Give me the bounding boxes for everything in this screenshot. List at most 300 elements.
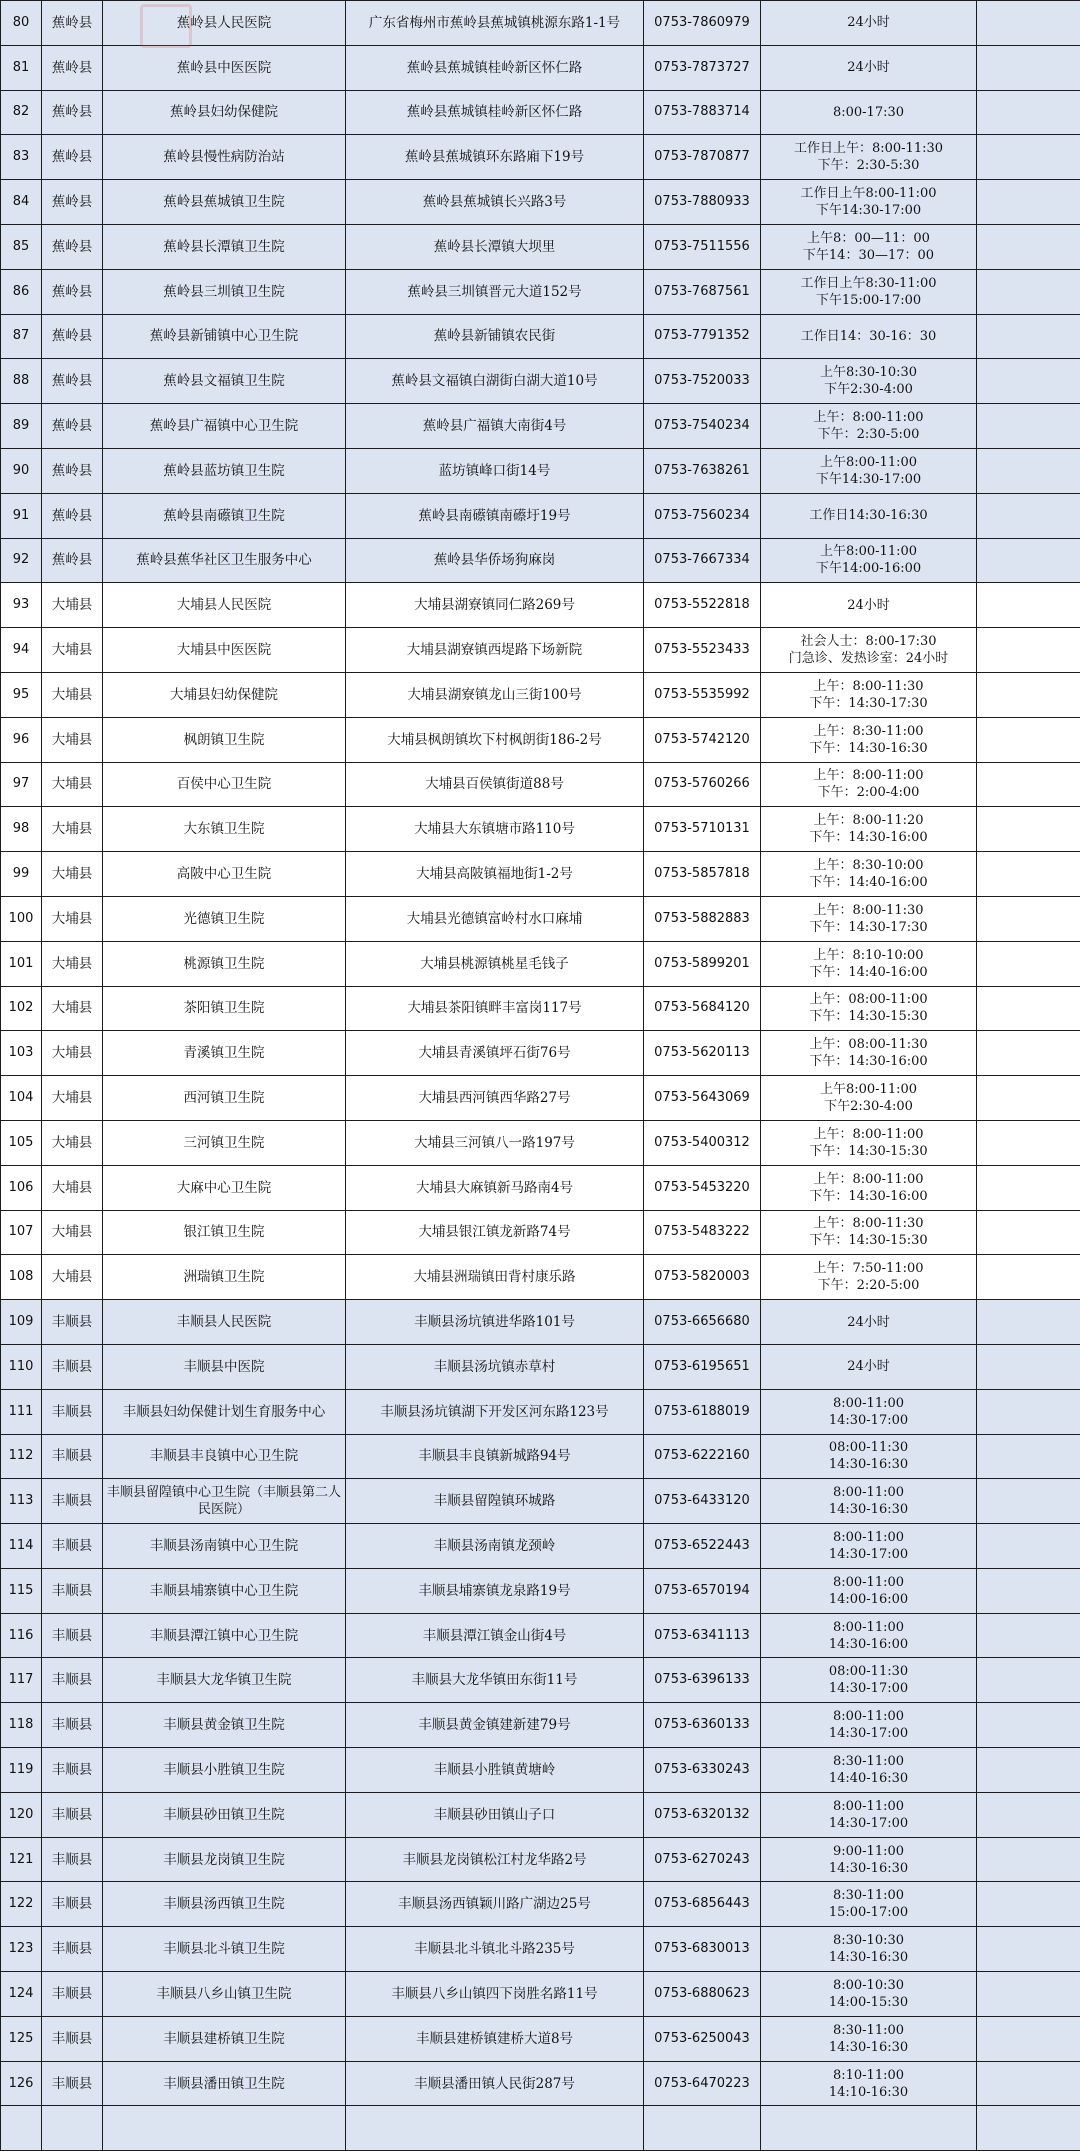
address-cell: 大埔县高陂镇福地街1-2号: [346, 852, 644, 897]
table-row: [1, 1613, 1080, 1658]
phone-cell: 0753-7880933: [644, 180, 761, 225]
county-cell: 蕉岭县: [42, 269, 103, 314]
hospital-name-cell: 丰顺县砂田镇卫生院: [103, 1792, 346, 1837]
empty-cell: [977, 583, 1080, 628]
table-row: [1, 628, 1080, 673]
hospital-name-cell: 丰顺县丰良镇中心卫生院: [103, 1434, 346, 1479]
hours-cell: 上午：8:00-11:30 下午：14:30-17:30: [761, 896, 977, 941]
empty-cell: [977, 1389, 1080, 1434]
address-cell: 蕉岭县蕉城镇长兴路3号: [346, 180, 644, 225]
hours-cell: 24小时: [761, 583, 977, 628]
hours-cell: 上午8：00—11：00 下午14：30—17：00: [761, 224, 977, 269]
row-number: 111: [1, 1389, 42, 1434]
address-cell: 大埔县茶阳镇畔丰富岗117号: [346, 986, 644, 1031]
address-cell: 大埔县枫朗镇坎下村枫朗街186-2号: [346, 717, 644, 762]
row-number: 125: [1, 2016, 42, 2061]
empty-cell: [977, 672, 1080, 717]
table-row: [1, 404, 1080, 449]
row-number: 103: [1, 1031, 42, 1076]
row-number: 112: [1, 1434, 42, 1479]
county-cell: 大埔县: [42, 986, 103, 1031]
address-cell: 大埔县百侯镇街道88号: [346, 762, 644, 807]
row-number: 122: [1, 1882, 42, 1927]
address-cell: 蕉岭县文福镇白湖街白湖大道10号: [346, 359, 644, 404]
county-cell: 丰顺县: [42, 1792, 103, 1837]
address-cell: 蕉岭县三圳镇晋元大道152号: [346, 269, 644, 314]
address-cell: 蕉岭县长潭镇大坝里: [346, 224, 644, 269]
row-number: 99: [1, 852, 42, 897]
table-row: [1, 852, 1080, 897]
hours-cell: 工作日14：30-16：30: [761, 314, 977, 359]
table-row: [1, 538, 1080, 583]
hours-cell: 上午：8:00-11:30 下午：14:30-17:30: [761, 672, 977, 717]
address-cell: 丰顺县汤坑镇湖下开发区河东路123号: [346, 1389, 644, 1434]
phone-cell: 0753-6222160: [644, 1434, 761, 1479]
address-cell: 大埔县银江镇龙新路74号: [346, 1210, 644, 1255]
empty-cell: [977, 986, 1080, 1031]
address-cell: 丰顺县汤西镇颖川路广湖边25号: [346, 1882, 644, 1927]
row-number: [1, 2106, 42, 2151]
phone-cell: 0753-7667334: [644, 538, 761, 583]
empty-cell: [977, 1344, 1080, 1389]
phone-cell: 0753-6880623: [644, 1972, 761, 2017]
address-cell: 丰顺县留隍镇环城路: [346, 1479, 644, 1524]
phone-cell: 0753-6433120: [644, 1479, 761, 1524]
empty-cell: [977, 404, 1080, 449]
empty-cell: [977, 90, 1080, 135]
hospital-name-cell: 丰顺县建桥镇卫生院: [103, 2016, 346, 2061]
hospital-name-cell: 枫朗镇卫生院: [103, 717, 346, 762]
hospital-name-cell: 大埔县中医医院: [103, 628, 346, 673]
empty-cell: [977, 1524, 1080, 1569]
hospital-name-cell: 茶阳镇卫生院: [103, 986, 346, 1031]
phone-cell: 0753-6330243: [644, 1748, 761, 1793]
empty-cell: [977, 45, 1080, 90]
row-number: 90: [1, 448, 42, 493]
address-cell: 大埔县大麻镇新马路南4号: [346, 1165, 644, 1210]
address-cell: 丰顺县龙岗镇松江村龙华路2号: [346, 1837, 644, 1882]
hospital-name-cell: 蕉岭县蕉城镇卫生院: [103, 180, 346, 225]
hospital-name-cell: 蕉岭县文福镇卫生院: [103, 359, 346, 404]
hospital-name-cell: 银江镇卫生院: [103, 1210, 346, 1255]
county-cell: 丰顺县: [42, 1613, 103, 1658]
row-number: 124: [1, 1972, 42, 2017]
row-number: 92: [1, 538, 42, 583]
hospital-name-cell: [103, 2106, 346, 2151]
hospital-name-cell: 大埔县人民医院: [103, 583, 346, 628]
hospital-name-cell: 大埔县妇幼保健院: [103, 672, 346, 717]
hospital-name-cell: 青溪镇卫生院: [103, 1031, 346, 1076]
phone-cell: 0753-7873727: [644, 45, 761, 90]
table-row: [1, 1837, 1080, 1882]
hospital-name-cell: 蕉岭县南礤镇卫生院: [103, 493, 346, 538]
county-cell: 丰顺县: [42, 1389, 103, 1434]
phone-cell: 0753-7860979: [644, 1, 761, 46]
table-row: [1, 762, 1080, 807]
table-row: [1, 1076, 1080, 1121]
hospital-name-cell: 蕉岭县中医医院: [103, 45, 346, 90]
empty-cell: [977, 1658, 1080, 1703]
table-row: [1, 1658, 1080, 1703]
county-cell: 丰顺县: [42, 2061, 103, 2106]
empty-cell: [977, 1031, 1080, 1076]
phone-cell: 0753-7520033: [644, 359, 761, 404]
empty-cell: [977, 1120, 1080, 1165]
phone-cell: 0753-6360133: [644, 1703, 761, 1748]
row-number: 95: [1, 672, 42, 717]
hours-cell: 24小时: [761, 1344, 977, 1389]
address-cell: 大埔县桃源镇桃星毛钱子: [346, 941, 644, 986]
hours-cell: 上午：8:00-11:20 下午：14:30-16:00: [761, 807, 977, 852]
phone-cell: 0753-6320132: [644, 1792, 761, 1837]
row-number: 84: [1, 180, 42, 225]
county-cell: 丰顺县: [42, 1434, 103, 1479]
empty-cell: [977, 717, 1080, 762]
table-row: [1, 1568, 1080, 1613]
county-cell: 大埔县: [42, 672, 103, 717]
row-number: 82: [1, 90, 42, 135]
county-cell: 丰顺县: [42, 1658, 103, 1703]
county-cell: 蕉岭县: [42, 359, 103, 404]
phone-cell: 0753-7687561: [644, 269, 761, 314]
table-row: [1, 1255, 1080, 1300]
county-cell: 大埔县: [42, 1210, 103, 1255]
hospital-name-cell: 丰顺县小胜镇卫生院: [103, 1748, 346, 1793]
row-number: 91: [1, 493, 42, 538]
table-row: [1, 359, 1080, 404]
hospital-name-cell: 百侯中心卫生院: [103, 762, 346, 807]
county-cell: 丰顺县: [42, 1479, 103, 1524]
hours-cell: 8:00-11:00 14:30-17:00: [761, 1389, 977, 1434]
county-cell: 蕉岭县: [42, 314, 103, 359]
phone-cell: 0753-7511556: [644, 224, 761, 269]
county-cell: 大埔县: [42, 762, 103, 807]
county-cell: 丰顺县: [42, 1703, 103, 1748]
phone-cell: 0753-5523433: [644, 628, 761, 673]
county-cell: 大埔县: [42, 1076, 103, 1121]
row-number: 120: [1, 1792, 42, 1837]
table-row: [1, 314, 1080, 359]
county-cell: 丰顺县: [42, 1748, 103, 1793]
empty-cell: [977, 180, 1080, 225]
table-row: [1, 269, 1080, 314]
hospital-name-cell: 丰顺县大龙华镇卫生院: [103, 1658, 346, 1703]
table-row: [1, 717, 1080, 762]
address-cell: 丰顺县砂田镇山子口: [346, 1792, 644, 1837]
table-row: [1, 1748, 1080, 1793]
row-number: 85: [1, 224, 42, 269]
county-cell: 蕉岭县: [42, 90, 103, 135]
empty-cell: [977, 1479, 1080, 1524]
table-row: [1, 1434, 1080, 1479]
row-number: 109: [1, 1300, 42, 1345]
empty-cell: [977, 1076, 1080, 1121]
phone-cell: 0753-5710131: [644, 807, 761, 852]
row-number: 96: [1, 717, 42, 762]
table-row: [1, 1165, 1080, 1210]
table-row: [1, 1210, 1080, 1255]
hospital-name-cell: 丰顺县八乡山镇卫生院: [103, 1972, 346, 2017]
address-cell: 丰顺县小胜镇黄塘岭: [346, 1748, 644, 1793]
table-row: [1, 1703, 1080, 1748]
hours-cell: 上午：8:00-11:00 下午：14:30-16:00: [761, 1165, 977, 1210]
phone-cell: 0753-6830013: [644, 1927, 761, 1972]
empty-cell: [977, 538, 1080, 583]
phone-cell: 0753-6341113: [644, 1613, 761, 1658]
county-cell: 丰顺县: [42, 1927, 103, 1972]
county-cell: 蕉岭县: [42, 538, 103, 583]
phone-cell: 0753-7560234: [644, 493, 761, 538]
empty-cell: [977, 762, 1080, 807]
empty-cell: [977, 2061, 1080, 2106]
address-cell: 大埔县青溪镇坪石街76号: [346, 1031, 644, 1076]
county-cell: 大埔县: [42, 717, 103, 762]
row-number: 117: [1, 1658, 42, 1703]
empty-cell: [977, 852, 1080, 897]
phone-cell: 0753-5522818: [644, 583, 761, 628]
hospital-name-cell: 蕉岭县慢性病防治站: [103, 135, 346, 180]
county-cell: 蕉岭县: [42, 180, 103, 225]
county-cell: 大埔县: [42, 896, 103, 941]
county-cell: 大埔县: [42, 583, 103, 628]
empty-cell: [977, 135, 1080, 180]
county-cell: 蕉岭县: [42, 224, 103, 269]
row-number: 121: [1, 1837, 42, 1882]
address-cell: 蕉岭县蕉城镇桂岭新区怀仁路: [346, 90, 644, 135]
empty-cell: [977, 1972, 1080, 2017]
hours-cell: 8:00-11:00 14:30-17:00: [761, 1792, 977, 1837]
hours-cell: 上午：8:00-11:30 下午：14:30-15:30: [761, 1210, 977, 1255]
address-cell: 丰顺县丰良镇新城路94号: [346, 1434, 644, 1479]
hours-cell: 社会人士：8:00-17:30 门急诊、发热诊室：24小时: [761, 628, 977, 673]
address-cell: 蕉岭县华侨场狗麻岗: [346, 538, 644, 583]
row-number: 102: [1, 986, 42, 1031]
hours-cell: 工作日上午8:30-11:00 下午15:00-17:00: [761, 269, 977, 314]
address-cell: [346, 2106, 644, 2151]
county-cell: 丰顺县: [42, 1972, 103, 2017]
county-cell: 大埔县: [42, 852, 103, 897]
table-row: [1, 1792, 1080, 1837]
empty-cell: [977, 1613, 1080, 1658]
address-cell: 丰顺县建桥镇建桥大道8号: [346, 2016, 644, 2061]
hours-cell: 上午8:00-11:00 下午2:30-4:00: [761, 1076, 977, 1121]
table-row: [1, 1972, 1080, 2017]
empty-cell: [977, 896, 1080, 941]
county-cell: 蕉岭县: [42, 45, 103, 90]
table-row: [1, 180, 1080, 225]
address-cell: 丰顺县北斗镇北斗路235号: [346, 1927, 644, 1972]
hours-cell: 上午：08:00-11:00 下午：14:30-15:30: [761, 986, 977, 1031]
phone-cell: 0753-6470223: [644, 2061, 761, 2106]
phone-cell: 0753-5535992: [644, 672, 761, 717]
empty-cell: [977, 314, 1080, 359]
hours-cell: 8:00-11:00 14:30-16:00: [761, 1613, 977, 1658]
phone-cell: 0753-5882883: [644, 896, 761, 941]
table-row: [1, 672, 1080, 717]
county-cell: 丰顺县: [42, 1882, 103, 1927]
phone-cell: 0753-5760266: [644, 762, 761, 807]
hospital-name-cell: 蕉岭县广福镇中心卫生院: [103, 404, 346, 449]
county-cell: 大埔县: [42, 807, 103, 852]
hours-cell: 上午8:30-10:30 下午2:30-4:00: [761, 359, 977, 404]
hours-cell: 24小时: [761, 1300, 977, 1345]
hospital-name-cell: 丰顺县人民医院: [103, 1300, 346, 1345]
row-number: 97: [1, 762, 42, 807]
county-cell: 大埔县: [42, 1165, 103, 1210]
row-number: 104: [1, 1076, 42, 1121]
row-number: 94: [1, 628, 42, 673]
row-number: 114: [1, 1524, 42, 1569]
hospital-name-cell: 三河镇卫生院: [103, 1120, 346, 1165]
row-number: 119: [1, 1748, 42, 1793]
empty-cell: [977, 2016, 1080, 2061]
address-cell: 丰顺县汤坑镇进华路101号: [346, 1300, 644, 1345]
address-cell: 丰顺县黄金镇建新建79号: [346, 1703, 644, 1748]
row-number: 106: [1, 1165, 42, 1210]
hours-cell: 上午：8:30-11:00 下午：14:30-16:30: [761, 717, 977, 762]
address-cell: 丰顺县埔寨镇龙泉路19号: [346, 1568, 644, 1613]
county-cell: 丰顺县: [42, 1344, 103, 1389]
empty-cell: [977, 2106, 1080, 2151]
empty-cell: [977, 1792, 1080, 1837]
row-number: 110: [1, 1344, 42, 1389]
address-cell: 丰顺县汤南镇龙颈岭: [346, 1524, 644, 1569]
empty-cell: [977, 1882, 1080, 1927]
hospital-name-cell: 蕉岭县人民医院: [103, 1, 346, 46]
empty-cell: [977, 1255, 1080, 1300]
empty-cell: [977, 941, 1080, 986]
county-cell: 蕉岭县: [42, 404, 103, 449]
row-number: 123: [1, 1927, 42, 1972]
phone-cell: 0753-6522443: [644, 1524, 761, 1569]
address-cell: 广东省梅州市蕉岭县蕉城镇桃源东路1-1号: [346, 1, 644, 46]
address-cell: 大埔县湖寮镇龙山三街100号: [346, 672, 644, 717]
phone-cell: 0753-6656680: [644, 1300, 761, 1345]
county-cell: 丰顺县: [42, 1568, 103, 1613]
empty-cell: [977, 1434, 1080, 1479]
hospital-name-cell: 蕉岭县长潭镇卫生院: [103, 224, 346, 269]
phone-cell: [644, 2106, 761, 2151]
address-cell: 大埔县洲瑞镇田背村康乐路: [346, 1255, 644, 1300]
county-cell: 蕉岭县: [42, 448, 103, 493]
table-row: [1, 1, 1080, 46]
empty-cell: [977, 493, 1080, 538]
phone-cell: 0753-5400312: [644, 1120, 761, 1165]
phone-cell: 0753-5483222: [644, 1210, 761, 1255]
hours-cell: 上午：08:00-11:30 下午：14:30-16:00: [761, 1031, 977, 1076]
row-number: 115: [1, 1568, 42, 1613]
hospital-name-cell: 大麻中心卫生院: [103, 1165, 346, 1210]
phone-cell: 0753-6396133: [644, 1658, 761, 1703]
row-number: 118: [1, 1703, 42, 1748]
hospital-name-cell: 丰顺县留隍镇中心卫生院（丰顺县第二人民医院）: [103, 1479, 346, 1524]
row-number: 88: [1, 359, 42, 404]
empty-cell: [977, 807, 1080, 852]
address-cell: 蕉岭县南礤镇南礤圩19号: [346, 493, 644, 538]
table-row: [1, 45, 1080, 90]
table-row: [1, 1120, 1080, 1165]
empty-cell: [977, 448, 1080, 493]
hours-cell: 8:30-11:00 14:30-16:30: [761, 2016, 977, 2061]
empty-cell: [977, 1837, 1080, 1882]
hours-cell: 8:00-11:00 14:30-17:00: [761, 1524, 977, 1569]
phone-cell: 0753-7883714: [644, 90, 761, 135]
hospital-name-cell: 丰顺县北斗镇卫生院: [103, 1927, 346, 1972]
table-row: [1, 1927, 1080, 1972]
empty-cell: [977, 1210, 1080, 1255]
table-row: [1, 986, 1080, 1031]
hospital-name-cell: 丰顺县潭江镇中心卫生院: [103, 1613, 346, 1658]
table-row: [1, 1344, 1080, 1389]
hours-cell: 上午：8:00-11:00 下午：2:30-5:00: [761, 404, 977, 449]
row-number: 80: [1, 1, 42, 46]
empty-cell: [977, 1300, 1080, 1345]
hours-cell: 8:30-11:00 14:40-16:30: [761, 1748, 977, 1793]
hospital-name-cell: 蕉岭县蕉华社区卫生服务中心: [103, 538, 346, 583]
hospital-name-cell: 丰顺县妇幼保健计划生育服务中心: [103, 1389, 346, 1434]
phone-cell: 0753-6856443: [644, 1882, 761, 1927]
county-cell: 丰顺县: [42, 1300, 103, 1345]
phone-cell: 0753-5643069: [644, 1076, 761, 1121]
address-cell: 蕉岭县新铺镇农民街: [346, 314, 644, 359]
county-cell: 蕉岭县: [42, 493, 103, 538]
county-cell: 大埔县: [42, 628, 103, 673]
hours-cell: 上午：7:50-11:00 下午：2:20-5:00: [761, 1255, 977, 1300]
hours-cell: 9:00-11:00 14:30-16:30: [761, 1837, 977, 1882]
hospital-name-cell: 光德镇卫生院: [103, 896, 346, 941]
table-row: [1, 135, 1080, 180]
phone-cell: 0753-5820003: [644, 1255, 761, 1300]
address-cell: 大埔县湖寮镇同仁路269号: [346, 583, 644, 628]
phone-cell: 0753-6570194: [644, 1568, 761, 1613]
table-row: [1, 1031, 1080, 1076]
row-number: 116: [1, 1613, 42, 1658]
hours-cell: 8:00-11:00 14:00-16:00: [761, 1568, 977, 1613]
row-number: 107: [1, 1210, 42, 1255]
phone-cell: 0753-5742120: [644, 717, 761, 762]
empty-cell: [977, 1165, 1080, 1210]
hospital-name-cell: 蕉岭县新铺镇中心卫生院: [103, 314, 346, 359]
row-number: 100: [1, 896, 42, 941]
address-cell: 大埔县西河镇西华路27号: [346, 1076, 644, 1121]
address-cell: 丰顺县大龙华镇田东街11号: [346, 1658, 644, 1703]
table-body: [1, 1, 1080, 2151]
row-number: 86: [1, 269, 42, 314]
phone-cell: 0753-5899201: [644, 941, 761, 986]
county-cell: [42, 2106, 103, 2151]
empty-cell: [977, 1568, 1080, 1613]
table-row: [1, 1389, 1080, 1434]
table-row: [1, 1300, 1080, 1345]
hospital-name-cell: 高陂中心卫生院: [103, 852, 346, 897]
hours-cell: 上午8:00-11:00 下午14:00-16:00: [761, 538, 977, 583]
hospital-name-cell: 丰顺县汤西镇卫生院: [103, 1882, 346, 1927]
table-row: [1, 493, 1080, 538]
address-cell: 丰顺县潭江镇金山街4号: [346, 1613, 644, 1658]
row-number: 87: [1, 314, 42, 359]
table-row: [1, 1479, 1080, 1524]
phone-cell: 0753-6250043: [644, 2016, 761, 2061]
hospital-name-cell: 丰顺县潘田镇卫生院: [103, 2061, 346, 2106]
county-cell: 大埔县: [42, 1120, 103, 1165]
table-row: [1, 896, 1080, 941]
hours-cell: 上午：8:30-10:00 下午：14:40-16:00: [761, 852, 977, 897]
county-cell: 蕉岭县: [42, 135, 103, 180]
table-row: [1, 2016, 1080, 2061]
county-cell: 丰顺县: [42, 1837, 103, 1882]
phone-cell: 0753-6188019: [644, 1389, 761, 1434]
hospital-name-cell: 丰顺县中医院: [103, 1344, 346, 1389]
